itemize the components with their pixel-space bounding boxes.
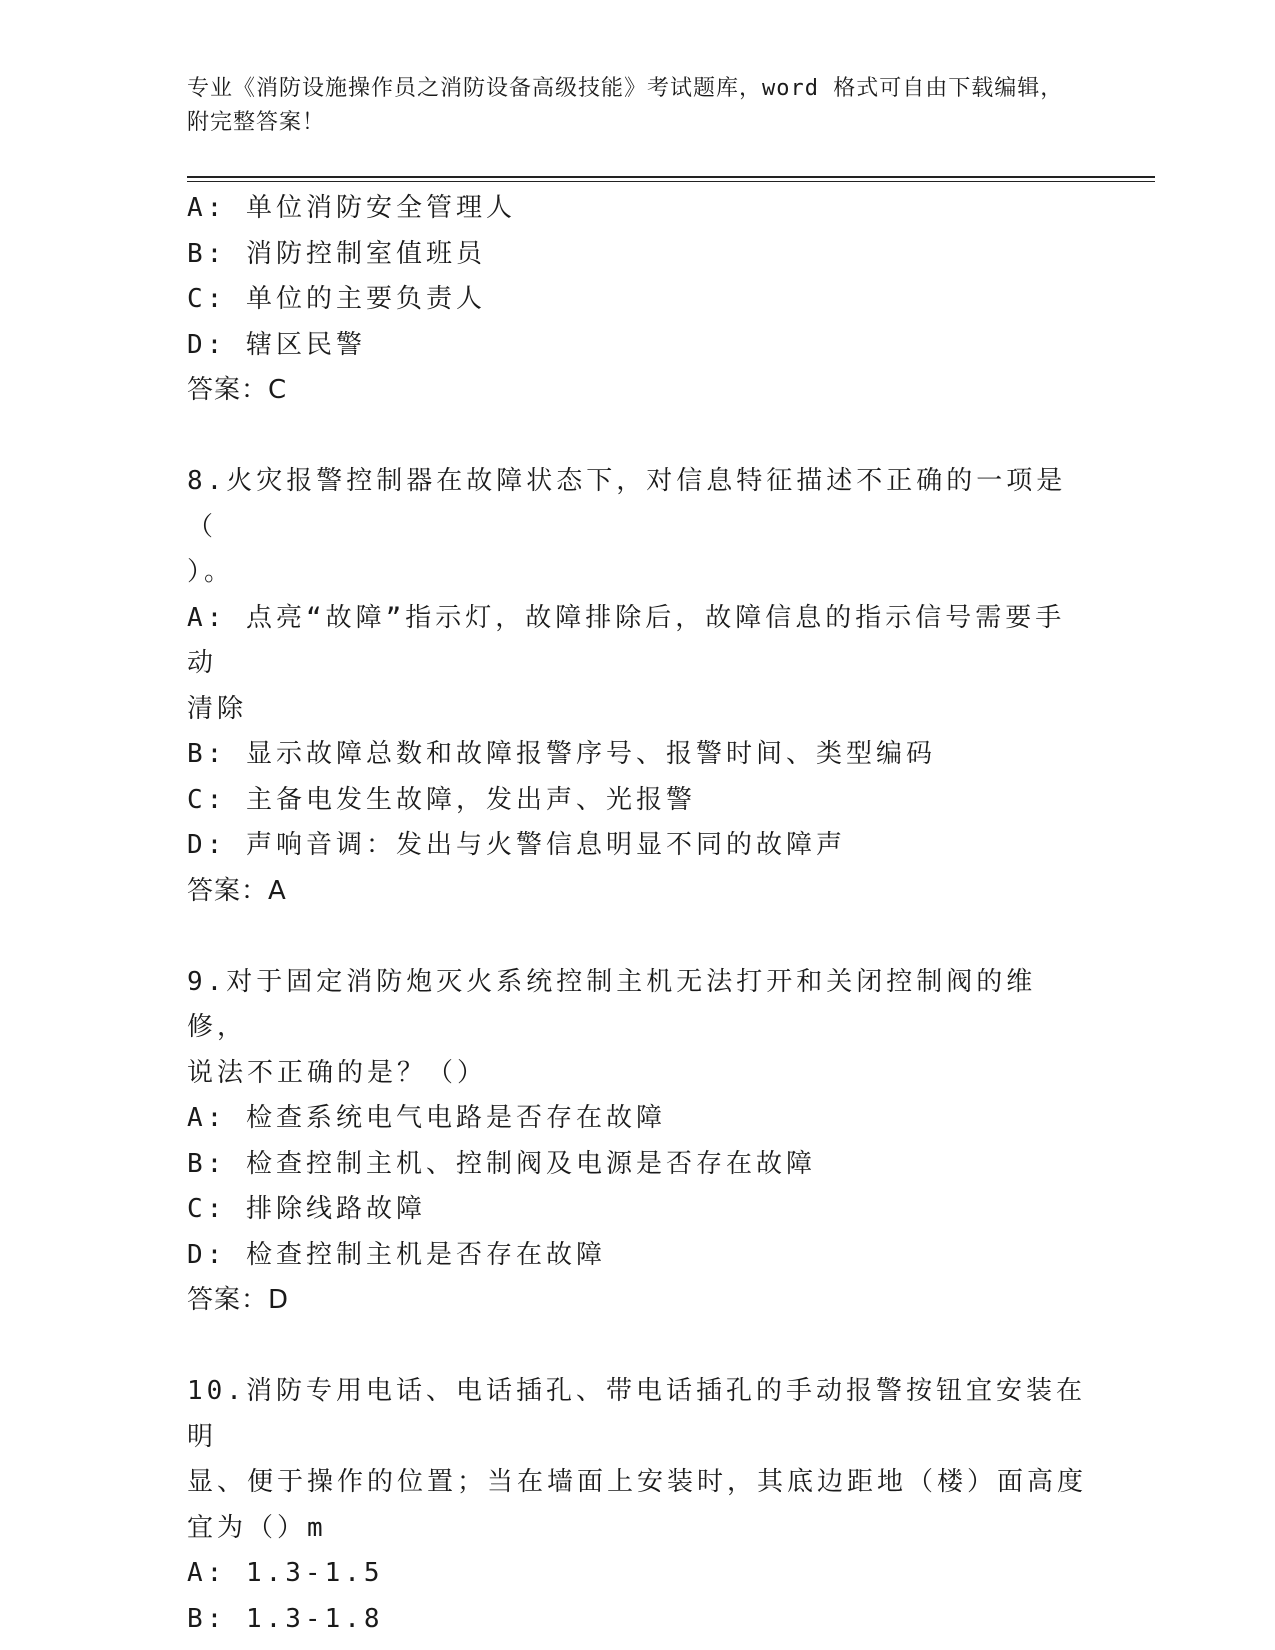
header-divider-thick <box>187 176 1155 178</box>
answer: 答案：D <box>187 1285 290 1315</box>
option-b: B: 消防控制室值班员 <box>187 238 486 269</box>
option-b: B: 显示故障总数和故障报警序号、报警时间、类型编码 <box>187 739 936 769</box>
option-a: A: 1.3-1.5 <box>187 1558 384 1588</box>
spacer <box>187 414 1087 460</box>
question-9 <box>187 960 1087 1324</box>
option-b: B: 检查控制主机、控制阀及电源是否存在故障 <box>187 1148 816 1179</box>
question-stem-continued: 宜为（）m <box>187 1512 327 1543</box>
question-stem: 10.消防专用电话、电话插孔、带电话插孔的手动报警按钮宜安装在明 <box>187 1376 1086 1452</box>
option-a: A: 点亮“故障”指示灯，故障排除后，故障信息的指示信号需要手动 <box>187 602 1066 678</box>
option-a: A: 检查系统电气电路是否存在故障 <box>187 1103 666 1133</box>
spacer <box>187 1324 1087 1370</box>
question-stem-continued: 显、便于操作的位置；当在墙面上安装时，其底边距地（楼）面高度 <box>187 1467 1088 1497</box>
header-divider-thin <box>187 181 1155 182</box>
option-c: C: 排除线路故障 <box>187 1194 426 1224</box>
option-c: C: 单位的主要负责人 <box>187 284 486 314</box>
option-d: D: 声响音调：发出与火警信息明显不同的故障声 <box>187 830 846 860</box>
answer: 答案：A <box>187 875 287 906</box>
option-c: C: 主备电发生故障，发出声、光报警 <box>187 784 696 815</box>
answer: 答案：C <box>187 375 288 405</box>
option-a: A: 单位消防安全管理人 <box>187 193 516 223</box>
option-a-continued: 清除 <box>187 693 248 724</box>
document-header: 专业《消防设施操作员之消防设备高级技能》考试题库，word 格式可自由下载编辑，附完整答案！ <box>187 76 1064 135</box>
question-stem-continued: ）。 <box>187 557 235 587</box>
question-10 <box>187 1369 1087 1642</box>
question-stem-continued: 说法不正确的是？（） <box>187 1057 488 1088</box>
question-list <box>187 186 1087 1642</box>
question-stem: 9.对于固定消防炮灭火系统控制主机无法打开和关闭控制阀的维修， <box>187 966 1037 1042</box>
option-d: D: 检查控制主机是否存在故障 <box>187 1239 606 1270</box>
question-7 <box>187 186 1087 414</box>
question-8 <box>187 459 1087 914</box>
spacer <box>187 914 1087 960</box>
question-stem: 8.火灾报警控制器在故障状态下，对信息特征描述不正确的一项是（ <box>187 466 1067 542</box>
option-b: B: 1.3-1.8 <box>187 1603 384 1634</box>
option-d: D: 辖区民警 <box>187 329 366 360</box>
